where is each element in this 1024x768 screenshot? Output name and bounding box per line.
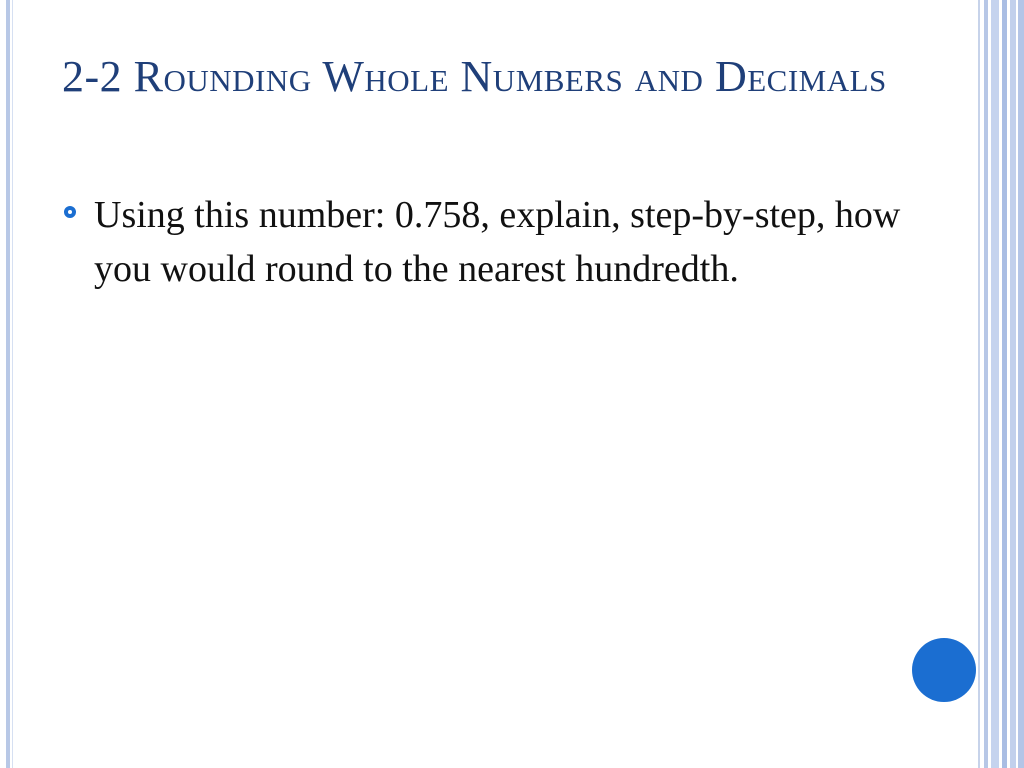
stripe xyxy=(991,0,999,768)
left-border-line xyxy=(12,0,13,768)
bullet-list xyxy=(62,188,922,296)
bullet-item xyxy=(62,188,922,296)
ring-bullet-icon xyxy=(64,206,76,218)
filled-circle-icon xyxy=(912,638,976,702)
slide-title: 2-2 Rounding Whole Numbers and Decimals xyxy=(62,52,887,101)
stripe xyxy=(1018,0,1024,768)
left-border-decoration xyxy=(6,0,10,768)
right-stripe-border xyxy=(978,0,1024,768)
bullet-text: Using this number: 0.758, explain, step-by-step, how you would round to the nearest hundredth. xyxy=(94,194,901,290)
